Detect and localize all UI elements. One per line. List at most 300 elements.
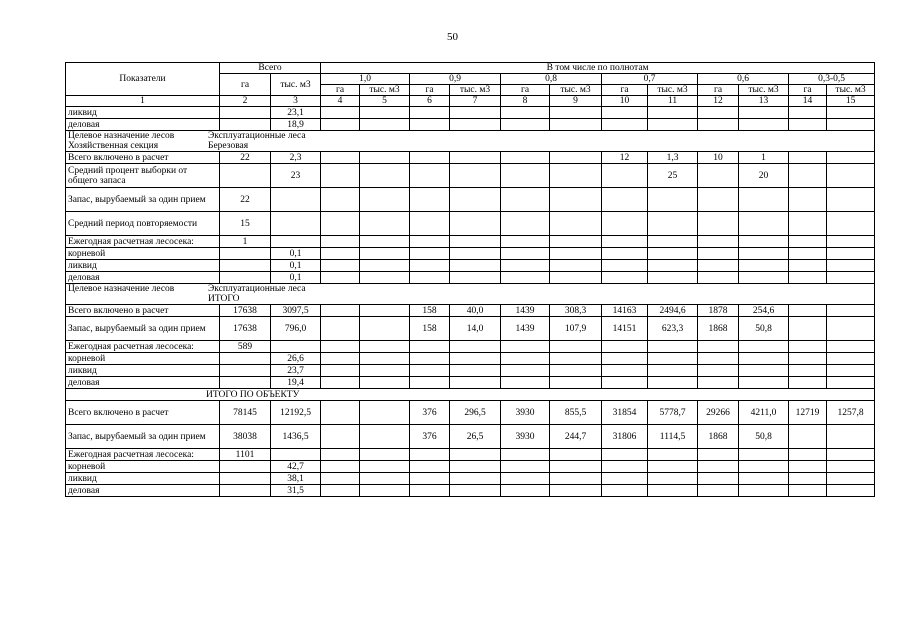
table-cell: 376: [410, 401, 450, 425]
table-cell: [501, 119, 550, 131]
table-cell: [501, 449, 550, 461]
table-cell: [602, 107, 648, 119]
table-cell: [789, 188, 827, 212]
table-row: [66, 152, 875, 164]
table-cell: [698, 188, 739, 212]
table-cell: [789, 317, 827, 341]
column-number: 10: [602, 96, 648, 107]
table-cell: [827, 473, 875, 485]
row-label: Ежегодная расчетная лесосека:: [66, 341, 220, 353]
row-label: деловая: [66, 119, 220, 131]
table-row: [66, 317, 875, 341]
table-cell: [410, 449, 450, 461]
column-number: 6: [410, 96, 450, 107]
table-cell: 10: [698, 152, 739, 164]
table-row: [66, 365, 875, 377]
table-cell: 1439: [501, 305, 550, 317]
table-cell: [410, 353, 450, 365]
column-number: 3: [271, 96, 321, 107]
table-cell: [789, 119, 827, 131]
table-cell: [410, 377, 450, 389]
table-row: [66, 236, 875, 248]
table-cell: 0,1: [271, 248, 321, 260]
table-cell: [648, 236, 698, 248]
table-cell: [827, 461, 875, 473]
column-number: 7: [450, 96, 501, 107]
table-cell: [501, 353, 550, 365]
table-cell: [321, 248, 360, 260]
table-cell: [602, 236, 648, 248]
table-cell: [739, 212, 789, 236]
table-cell: [550, 449, 602, 461]
table-cell: [550, 248, 602, 260]
table-cell: [321, 365, 360, 377]
table-cell: [602, 260, 648, 272]
table-cell: [827, 341, 875, 353]
table-cell: [739, 107, 789, 119]
header-unit-thous-m3: тыс. м3: [739, 85, 789, 96]
table-cell: 31,5: [271, 485, 321, 497]
table-cell: [789, 473, 827, 485]
table-cell: 17638: [220, 317, 271, 341]
table-cell: [550, 341, 602, 353]
table-cell: [739, 188, 789, 212]
table-cell: [789, 107, 827, 119]
table-cell: [321, 353, 360, 365]
row-label: Всего включено в расчет: [66, 305, 220, 317]
table-cell: [789, 365, 827, 377]
row-label: Всего включено в расчет: [66, 152, 220, 164]
table-cell: 38,1: [271, 473, 321, 485]
row-label: Средний процент выборки от общего запаса: [66, 164, 220, 188]
header-unit-thous-m3: тыс. м3: [550, 85, 602, 96]
row-label: корневой: [66, 461, 220, 473]
table-cell: [220, 260, 271, 272]
header-unit-thous-m3: тыс. м3: [360, 85, 410, 96]
header-density: 0,7: [602, 74, 698, 85]
table-cell: [739, 119, 789, 131]
table-cell: [602, 485, 648, 497]
table-cell: 14,0: [450, 317, 501, 341]
table-cell: [550, 365, 602, 377]
table-cell: [602, 461, 648, 473]
table-cell: 158: [410, 317, 450, 341]
header-total: Всего: [220, 63, 321, 74]
table-cell: [321, 107, 360, 119]
table-cell: [602, 188, 648, 212]
table-cell: [501, 248, 550, 260]
table-cell: 18,9: [271, 119, 321, 131]
table-cell: [360, 461, 410, 473]
table-cell: 1257,8: [827, 401, 875, 425]
section-header-row: [66, 284, 875, 305]
table-cell: [789, 305, 827, 317]
row-label: деловая: [66, 377, 220, 389]
table-cell: [827, 425, 875, 449]
table-cell: [648, 461, 698, 473]
table-cell: [321, 425, 360, 449]
table-cell: 1868: [698, 317, 739, 341]
table-cell: [550, 164, 602, 188]
table-cell: [271, 188, 321, 212]
table-cell: 254,6: [739, 305, 789, 317]
table-cell: [360, 119, 410, 131]
table-cell: [410, 473, 450, 485]
table-cell: [410, 260, 450, 272]
header-unit-ga: га: [789, 85, 827, 96]
row-label: деловая: [66, 272, 220, 284]
table-cell: [648, 248, 698, 260]
table-cell: [501, 188, 550, 212]
table-cell: 19,4: [271, 377, 321, 389]
table-cell: [220, 461, 271, 473]
table-cell: [698, 107, 739, 119]
table-cell: [450, 119, 501, 131]
table-cell: [220, 353, 271, 365]
header-including-by-density: В том числе по полнотам: [321, 63, 875, 74]
table-cell: 296,5: [450, 401, 501, 425]
table-cell: 12192,5: [271, 401, 321, 425]
table-cell: 0,1: [271, 272, 321, 284]
table-cell: 2494,6: [648, 305, 698, 317]
table-cell: [321, 449, 360, 461]
column-number: 9: [550, 96, 602, 107]
table-cell: [450, 164, 501, 188]
table-cell: [602, 449, 648, 461]
section-label: [68, 294, 208, 304]
table-cell: 12719: [789, 401, 827, 425]
table-cell: [550, 473, 602, 485]
table-cell: [501, 164, 550, 188]
table-cell: [410, 107, 450, 119]
table-cell: [789, 353, 827, 365]
table-cell: [450, 107, 501, 119]
column-number: 5: [360, 96, 410, 107]
table-cell: 158: [410, 305, 450, 317]
header-density: 0,3-0,5: [789, 74, 875, 85]
table-cell: [360, 317, 410, 341]
table-cell: [501, 260, 550, 272]
table-cell: 78145: [220, 401, 271, 425]
table-cell: [827, 164, 875, 188]
table-cell: [450, 212, 501, 236]
table-cell: [550, 188, 602, 212]
table-cell: [360, 401, 410, 425]
table-cell: [321, 401, 360, 425]
table-cell: 22: [220, 152, 271, 164]
table-cell: [827, 152, 875, 164]
table-cell: [648, 365, 698, 377]
table-cell: [698, 248, 739, 260]
table-cell: 29266: [698, 401, 739, 425]
header-unit-ga: га: [698, 85, 739, 96]
column-number: 14: [789, 96, 827, 107]
table-cell: [648, 119, 698, 131]
table-cell: 796,0: [271, 317, 321, 341]
table-cell: [410, 341, 450, 353]
table-cell: [410, 188, 450, 212]
table-cell: 2,3: [271, 152, 321, 164]
table-cell: [698, 449, 739, 461]
table-cell: [450, 353, 501, 365]
table-cell: [602, 119, 648, 131]
forest-cutting-table: [65, 62, 875, 497]
table-cell: [450, 341, 501, 353]
section-value: Эксплуатационные леса: [208, 284, 306, 294]
header-unit-thous-m3: тыс. м3: [450, 85, 501, 96]
table-cell: [550, 377, 602, 389]
table-cell: [789, 341, 827, 353]
table-cell: 0,1: [271, 260, 321, 272]
column-number: 4: [321, 96, 360, 107]
table-cell: [450, 188, 501, 212]
table-cell: [648, 485, 698, 497]
table-cell: [789, 377, 827, 389]
table-cell: [360, 212, 410, 236]
table-cell: [827, 260, 875, 272]
table-cell: [739, 236, 789, 248]
table-cell: [450, 260, 501, 272]
table-cell: [501, 485, 550, 497]
table-cell: 308,3: [550, 305, 602, 317]
table-cell: [827, 365, 875, 377]
row-label: Запас, вырубаемый за один прием: [66, 188, 220, 212]
table-cell: [410, 212, 450, 236]
table-cell: [602, 365, 648, 377]
table-cell: [321, 260, 360, 272]
table-cell: [602, 353, 648, 365]
table-cell: [827, 485, 875, 497]
header-density: 0,8: [501, 74, 602, 85]
page-number: 50: [447, 31, 458, 43]
table-body: [66, 107, 875, 497]
table-cell: [360, 248, 410, 260]
header-total-thous-m3: тыс. м3: [271, 74, 321, 96]
table-row: [66, 305, 875, 317]
table-cell: [602, 248, 648, 260]
table-row: [66, 341, 875, 353]
table-cell: [789, 248, 827, 260]
table-cell: [739, 341, 789, 353]
table-cell: 1114,5: [648, 425, 698, 449]
table-cell: [321, 461, 360, 473]
table-cell: [360, 305, 410, 317]
table-row: [66, 188, 875, 212]
table-cell: [827, 317, 875, 341]
table-cell: [360, 449, 410, 461]
table-cell: [698, 365, 739, 377]
table-cell: [360, 353, 410, 365]
table-cell: [550, 260, 602, 272]
section-header-row: [66, 389, 875, 401]
table-cell: [827, 107, 875, 119]
table-cell: [739, 248, 789, 260]
table-cell: [321, 341, 360, 353]
table-cell: [698, 341, 739, 353]
table-cell: [550, 485, 602, 497]
table-cell: [450, 485, 501, 497]
table-cell: [698, 236, 739, 248]
table-cell: [321, 377, 360, 389]
table-cell: [550, 236, 602, 248]
header-indicators: Показатели: [66, 63, 220, 96]
table-cell: [739, 365, 789, 377]
table-cell: [450, 236, 501, 248]
table-cell: [789, 152, 827, 164]
table-cell: 40,0: [450, 305, 501, 317]
table-cell: 42,7: [271, 461, 321, 473]
column-number: 2: [220, 96, 271, 107]
header-unit-ga: га: [501, 85, 550, 96]
header-unit-thous-m3: тыс. м3: [648, 85, 698, 96]
table-cell: [698, 272, 739, 284]
table-cell: 1,3: [648, 152, 698, 164]
table-cell: [501, 272, 550, 284]
table-cell: [450, 272, 501, 284]
table-row: [66, 260, 875, 272]
table-cell: [827, 212, 875, 236]
table-cell: 23,1: [271, 107, 321, 119]
table-cell: [360, 365, 410, 377]
table-cell: [827, 353, 875, 365]
table-cell: 1101: [220, 449, 271, 461]
table-cell: 38038: [220, 425, 271, 449]
table-cell: 31854: [602, 401, 648, 425]
table-cell: 3930: [501, 425, 550, 449]
table-cell: 25: [648, 164, 698, 188]
table-cell: 50,8: [739, 425, 789, 449]
table-cell: 50,8: [739, 317, 789, 341]
table-cell: [410, 152, 450, 164]
table-cell: [789, 461, 827, 473]
table-cell: [739, 377, 789, 389]
table-cell: [827, 272, 875, 284]
table-cell: [789, 449, 827, 461]
table-cell: [550, 461, 602, 473]
table-cell: 1436,5: [271, 425, 321, 449]
section-header: [66, 284, 875, 305]
table-cell: [648, 449, 698, 461]
table-cell: 623,3: [648, 317, 698, 341]
table-cell: [550, 272, 602, 284]
table-row: [66, 107, 875, 119]
row-label: корневой: [66, 248, 220, 260]
table-row: [66, 377, 875, 389]
table-cell: 1: [739, 152, 789, 164]
table-cell: [698, 260, 739, 272]
column-number: 8: [501, 96, 550, 107]
table-cell: 5778,7: [648, 401, 698, 425]
table-cell: [602, 212, 648, 236]
table-cell: [450, 449, 501, 461]
table-cell: [698, 119, 739, 131]
table-cell: [698, 485, 739, 497]
table-cell: 14163: [602, 305, 648, 317]
table-row: [66, 164, 875, 188]
header-density: 1,0: [321, 74, 410, 85]
column-number: 13: [739, 96, 789, 107]
table-cell: [550, 152, 602, 164]
table-cell: [450, 248, 501, 260]
table-row: [66, 353, 875, 365]
table-cell: [271, 449, 321, 461]
table-row: [66, 119, 875, 131]
table-cell: [321, 305, 360, 317]
table-cell: [360, 152, 410, 164]
table-cell: [827, 119, 875, 131]
table-cell: [739, 449, 789, 461]
table-cell: [789, 164, 827, 188]
row-label: корневой: [66, 353, 220, 365]
table-cell: [220, 473, 271, 485]
table-cell: [220, 272, 271, 284]
table-cell: 3930: [501, 401, 550, 425]
table-cell: [410, 461, 450, 473]
table-cell: [321, 272, 360, 284]
row-label: Ежегодная расчетная лесосека:: [66, 449, 220, 461]
row-label: Ежегодная расчетная лесосека:: [66, 236, 220, 248]
table-cell: [789, 236, 827, 248]
table-row: [66, 272, 875, 284]
table-cell: 23: [271, 164, 321, 188]
table-cell: [501, 365, 550, 377]
table-cell: [360, 107, 410, 119]
header-density: 0,6: [698, 74, 789, 85]
table-cell: [739, 272, 789, 284]
row-label: деловая: [66, 485, 220, 497]
table-cell: [739, 260, 789, 272]
table-cell: [410, 236, 450, 248]
table-cell: [698, 164, 739, 188]
table-cell: [321, 317, 360, 341]
table-cell: [648, 473, 698, 485]
table-cell: [271, 341, 321, 353]
table-cell: [321, 152, 360, 164]
row-label: ликвид: [66, 473, 220, 485]
section-label: Целевое назначение лесов: [68, 131, 175, 141]
table-cell: [501, 236, 550, 248]
table-cell: [360, 473, 410, 485]
table-cell: [698, 461, 739, 473]
column-number: 1: [66, 96, 220, 107]
table-cell: [360, 236, 410, 248]
table-cell: [739, 473, 789, 485]
table-cell: [450, 473, 501, 485]
table-cell: [450, 365, 501, 377]
table-cell: [602, 473, 648, 485]
table-cell: [450, 377, 501, 389]
section-header: [66, 131, 875, 152]
table-cell: [501, 212, 550, 236]
table-cell: 23,7: [271, 365, 321, 377]
table-cell: [220, 119, 271, 131]
section-value: Березовая: [208, 141, 249, 151]
table-cell: [321, 164, 360, 188]
table-cell: [501, 107, 550, 119]
table-cell: [827, 248, 875, 260]
header-density: 0,9: [410, 74, 501, 85]
column-number: 11: [648, 96, 698, 107]
table-cell: [410, 272, 450, 284]
table-cell: [698, 377, 739, 389]
table-cell: [501, 341, 550, 353]
table-cell: [360, 260, 410, 272]
table-cell: [550, 107, 602, 119]
table-cell: [220, 248, 271, 260]
table-cell: [739, 461, 789, 473]
table-cell: [410, 248, 450, 260]
table-cell: [789, 485, 827, 497]
